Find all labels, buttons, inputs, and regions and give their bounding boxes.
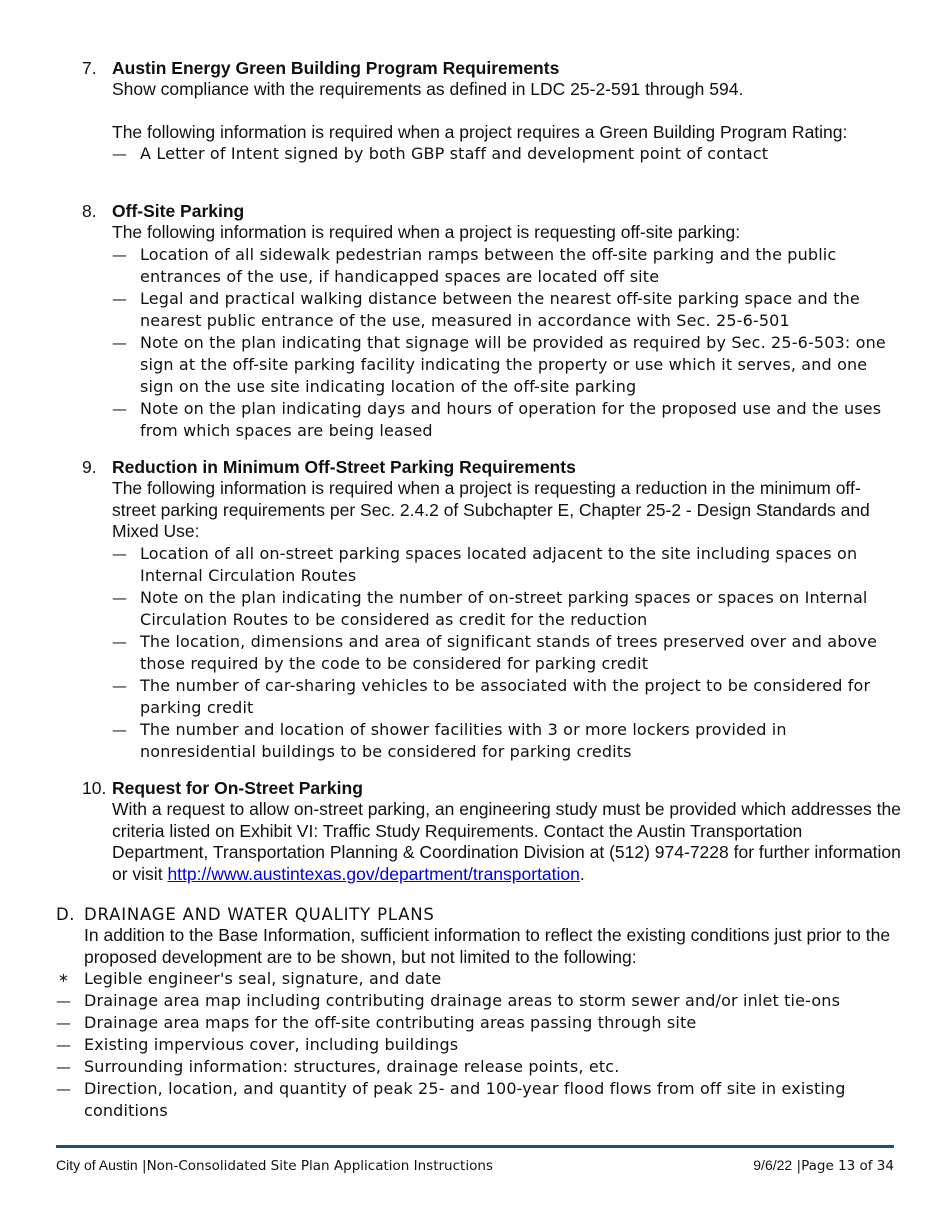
bullet-list (56, 968, 906, 1122)
list-item: — Drainage area map including contributing drainage areas to storm sewer and/or inlet tie-ons (56, 991, 841, 1010)
dash-bullet-icon: — (112, 333, 128, 352)
item-heading: Request for On-Street Parking (112, 778, 363, 798)
footer-divider (56, 1145, 894, 1148)
section-paragraph: In addition to the Base Information, sufficient information to reflect the existing conditions just prior to the proposed development are to be shown, but not limited to the following: (84, 925, 891, 967)
item-number: 8. (82, 201, 97, 221)
section-drainage (56, 904, 906, 1122)
footer-left (56, 1157, 493, 1174)
list-item: — Drainage area maps for the off-site contributing areas passing through site (56, 1013, 697, 1032)
list-item: — Note on the plan indicating the number of on-street parking spaces or spaces on Internal Circulation Routes to be considered as credit for the reduction (112, 587, 868, 629)
item-paragraph: With a request to allow on-street parking, an engineering study must be provided which addresses the criteria listed on Exhibit VI: Traffic Study Requirements. Contact the Austin Transportation Department, Transportation Planning & Coordination Division at (512) 974-7228 for further information or visit http://www.austintexas.gov/department/transportation. (112, 799, 901, 884)
item-heading: Reduction in Minimum Off-Street Parking Requirements (112, 457, 576, 477)
list-item: — Legal and practical walking distance between the nearest off-site parking space and the nearest public entrance of the use, measured in accordance with Sec. 25-6-501 (112, 288, 860, 330)
item-number: 9. (82, 457, 97, 477)
bullet-list (112, 244, 902, 442)
item-paragraph: The following information is required when a project is requesting off-site parking: (112, 222, 741, 242)
list-item: — Existing impervious cover, including buildings (56, 1035, 459, 1054)
list-item: — The number of car-sharing vehicles to be associated with the project to be considered for parking credit (112, 675, 871, 717)
list-item: — Direction, location, and quantity of peak 25- and 100-year flood flows from off site in existing conditions (56, 1079, 846, 1120)
dash-bullet-icon: — (112, 588, 128, 607)
dash-bullet-icon: — (112, 720, 128, 739)
dash-bullet-icon: — (112, 289, 128, 308)
item-paragraph: The following information is required when a project requires a Green Building Program Rating: (112, 121, 848, 142)
item-7 (82, 58, 902, 165)
list-item: — The number and location of shower facilities with 3 or more lockers provided in nonresidential buildings to be considered for parking credits (112, 719, 787, 761)
item-10 (82, 778, 902, 885)
dash-bullet-icon: — (56, 1036, 72, 1054)
dash-bullet-icon: — (56, 1014, 72, 1032)
item-9 (82, 457, 902, 763)
item-number: 10. (82, 778, 107, 798)
dash-bullet-icon: — (112, 399, 128, 418)
item-8 (82, 201, 902, 442)
list-item: — The location, dimensions and area of significant stands of trees preserved over and above those required by the code to be considered for parking credit (112, 631, 878, 673)
item-paragraph: The following information is required when a project is requesting a reduction in the minimum off-street parking requirements per Sec. 2.4.2 of Subchapter E, Chapter 25-2 - Design Standards and Mixed Use: (112, 478, 870, 541)
item-paragraph: Show compliance with the requirements as defined in LDC 25-2-591 through 594. (112, 79, 744, 99)
footer-doc-title: Non-Consolidated Site Plan Application Instructions (146, 1158, 493, 1174)
list-item: — Location of all on-street parking spaces located adjacent to the site including spaces on Internal Circulation Routes (112, 543, 858, 585)
footer-org: City of Austin (56, 1157, 138, 1173)
item-heading: Off-Site Parking (112, 201, 245, 221)
list-item: — Surrounding information: structures, drainage release points, etc. (56, 1057, 620, 1076)
dash-bullet-icon: — (56, 1058, 72, 1076)
asterisk-bullet-icon: ∗ (58, 971, 70, 986)
page-number: Page 13 of 34 (801, 1158, 894, 1174)
bullet-list (112, 143, 902, 165)
footer-date: 9/6/22 (753, 1157, 793, 1173)
footer-right (753, 1157, 894, 1174)
dash-bullet-icon: — (56, 1080, 72, 1098)
footer-separator: | (142, 1158, 147, 1174)
dash-bullet-icon: — (112, 676, 128, 695)
dash-bullet-icon: — (56, 992, 72, 1010)
dash-bullet-icon: — (112, 145, 128, 163)
dash-bullet-icon: — (112, 245, 128, 264)
section-title: DRAINAGE AND WATER QUALITY PLANS (84, 905, 435, 924)
dash-bullet-icon: — (112, 632, 128, 651)
list-item: — Note on the plan indicating that signage will be provided as required by Sec. 25-6-503: one sign at the off-site parking facility indicating the property or use which it serves, and one sign on the use site indicating location of the off-site parking (112, 332, 886, 396)
bullet-list (112, 543, 902, 763)
list-item: — A Letter of Intent signed by both GBP staff and development point of contact (112, 144, 769, 163)
dash-bullet-icon: — (112, 544, 128, 563)
item-number: 7. (82, 58, 97, 78)
list-item: ∗ Legible engineer's seal, signature, and date (58, 969, 442, 988)
section-letter: D. (56, 905, 76, 924)
transportation-link[interactable]: http://www.austintexas.gov/department/transportation (167, 863, 580, 884)
list-item: — Note on the plan indicating days and hours of operation for the proposed use and the uses from which spaces are being leased (112, 398, 882, 440)
item-heading: Austin Energy Green Building Program Requirements (112, 58, 560, 78)
list-item: — Location of all sidewalk pedestrian ramps between the off-site parking and the public entrances of the use, if handicapped spaces are located off site (112, 244, 837, 286)
footer-separator: | (796, 1158, 802, 1174)
